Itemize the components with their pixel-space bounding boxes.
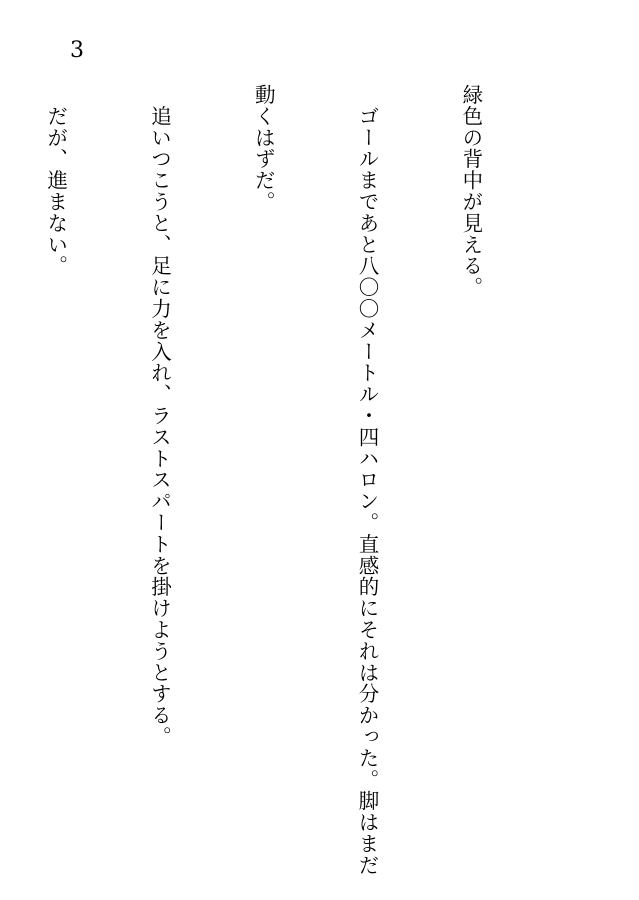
text-line: だが、進まない。 bbox=[43, 84, 68, 277]
text-line: 追いつこうと、足に力を入れ、ラストスパートを掛けようとする。 bbox=[147, 84, 172, 748]
body-text bbox=[0, 84, 557, 874]
page-number: 3 bbox=[70, 38, 84, 63]
text-line: ゴールまであと八〇〇メートル・四ハロン。直感的にそれは分かった。脚はまだ bbox=[355, 84, 380, 876]
text-line: 緑色の背中が見える。 bbox=[458, 84, 483, 298]
text-line: 動くはずだ。 bbox=[251, 84, 276, 213]
